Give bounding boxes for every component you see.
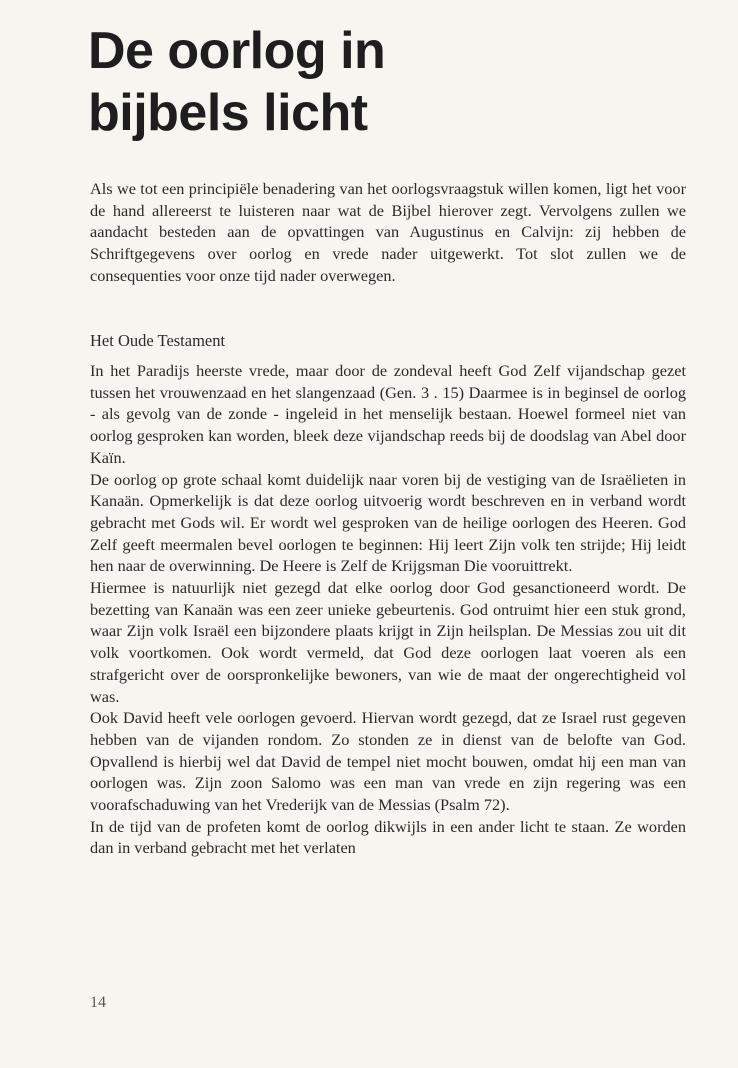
paragraph: In het Paradijs heerste vrede, maar door de zondeval heeft God Zelf vijandschap gezet tussen het vrouwenzaad en het slangenzaad (Gen. 3 . 15) Daarmee is in beginsel de oorlog - als gevolg van de zonde - ingeleid in het menselijk bestaan. Hoewel formeel niet van oorlog gesproken kan worden, bleek deze vijandschap reeds bij de doodslag van Abel door Kaïn. <box>90 361 686 467</box>
title-line-1: De oorlog in <box>88 22 386 80</box>
paragraph: In de tijd van de profeten komt de oorlog dikwijls in een ander licht te staan. Ze worden dan in verband gebracht met het verlaten <box>90 816 686 858</box>
paragraph: Ook David heeft vele oorlogen gevoerd. Hiervan wordt gezegd, dat ze Israel rust gegeven hebben van de vijanden rondom. Zo stonden ze in dienst van de belofte van God. Opvallend is hierbij wel dat David de tempel niet mocht bouwen, omdat hij een man van oorlogen was. Zijn zoon Salomo was een man van vrede en zijn regering was een voorafschaduwing van het Vrederijk van de Messias (Psalm 72). <box>90 708 686 815</box>
title-line-2: bijbels licht <box>88 84 368 142</box>
paragraph: De oorlog op grote schaal komt duidelijk naar voren bij de vestiging van de Israëlieten in Kanaän. Opmerkelijk is dat deze oorlog uitvoerig wordt beschreven en in verband wordt gebracht met Gods wil. Er wordt wel gesproken van de heilige oorlogen des Heeren. God Zelf geeft meermalen bevel oorlogen te beginnen: Hij leert Zijn volk ten strijde; Hij leidt hen naar de overwinning. De Heere is Zelf de Krijgsman Die vooruittrekt. <box>90 469 686 576</box>
page-number: 14 <box>90 994 106 1011</box>
section-heading: Het Oude Testament <box>90 331 226 350</box>
body-text <box>90 360 686 859</box>
page-title <box>88 20 385 144</box>
paragraph: Hiermee is natuurlijk niet gezegd dat elke oorlog door God gesanctioneerd wordt. De bezetting van Kanaän was een zeer unieke gebeurtenis. God ontruimt hier een stuk grond, waar Zijn volk Israël een bijzondere plaats krijgt in Zijn heilsplan. De Messias zou uit dit volk voortkomen. Ook wordt vermeld, dat God deze oorlogen laat voeren als een strafgericht over de oorspronkelijke bewoners, van wie de maat der ongerechtigheid vol was. <box>90 578 686 706</box>
intro-paragraph: Als we tot een principiële benadering van het oorlogsvraagstuk willen komen, ligt het voor de hand allereerst te luisteren naar wat de Bijbel hierover zegt. Vervolgens zullen we aandacht besteden aan de opvattingen van Augustinus en Calvijn: zij hebben de Schriftgegevens over oorlog en vrede nader uitgewerkt. Tot slot zullen we de consequenties voor onze tijd nader overwegen. <box>90 179 686 285</box>
